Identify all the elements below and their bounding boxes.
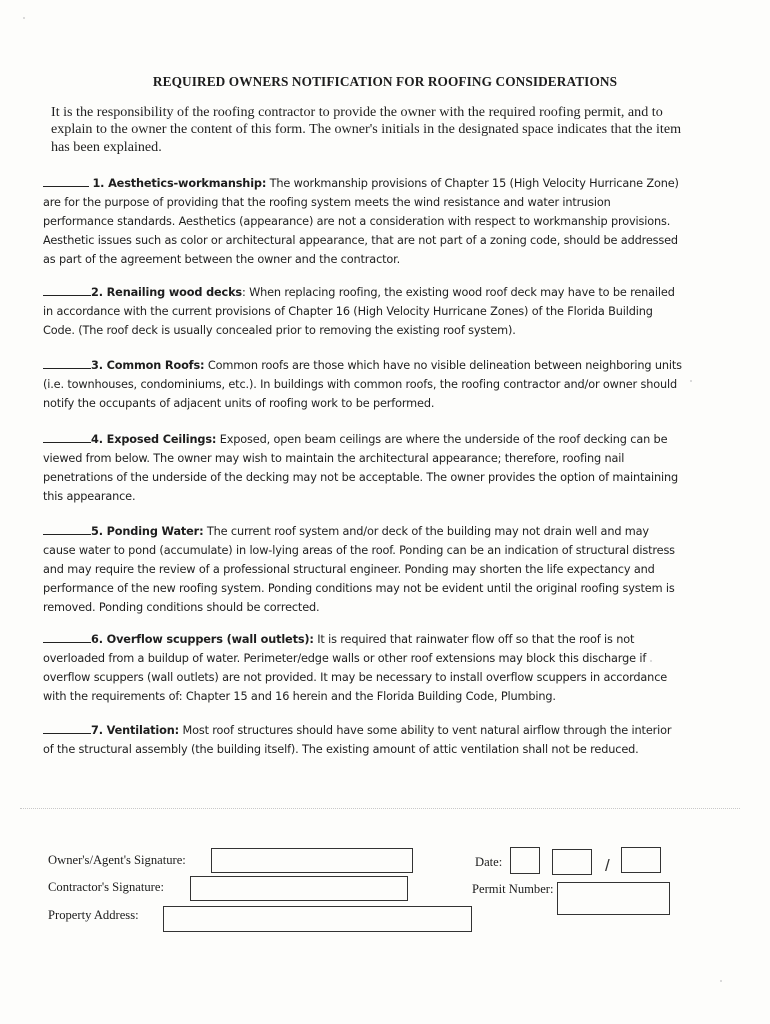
form-title: REQUIRED OWNERS NOTIFICATION FOR ROOFING CONSIDERATIONS (152, 74, 618, 89)
date-month-field[interactable] (510, 847, 540, 874)
initials-blank-2[interactable] (43, 283, 91, 296)
item-text: The current roof system and/or deck of the building may not drain well and may cause water to pond (accumulate) in low-lying areas of the roof. Ponding can be an indication of structural distress and may require the review of a professional structural engineer. Ponding may shorten the life expectancy and performance of the new roofing system. Ponding conditions may not be evident until the original roofing system is removed. Ponding conditions should be corrected. (43, 525, 675, 614)
item-text: Most roof structures should have some ability to vent natural airflow through the interior of the structural assembly (the building itself). The existing amount of attic ventilation shall not be reduced. (43, 724, 672, 756)
date-year-field[interactable] (621, 847, 661, 873)
item-ventilation (43, 721, 683, 759)
item-overflow-scuppers (43, 630, 683, 706)
permit-number-label: Permit Number: (472, 882, 554, 896)
property-address-field[interactable] (163, 906, 472, 932)
date-label: Date: (475, 855, 503, 869)
intro-paragraph: It is the responsibility of the roofing contractor to provide the owner with the required roofing permit, and to explain to the owner the content of this form. The owner's initials in the designated space indicates that the item has been explained. (51, 104, 682, 155)
item-heading: 6. Overflow scuppers (wall outlets): (91, 633, 314, 646)
item-heading: 3. Common Roofs: (91, 359, 205, 372)
owner-signature-field[interactable] (211, 848, 413, 873)
date-day-field[interactable] (552, 849, 592, 875)
contractor-signature-field[interactable] (190, 876, 408, 901)
item-heading: 5. Ponding Water: (91, 525, 204, 538)
initials-blank-5[interactable] (43, 522, 91, 535)
initials-blank-4[interactable] (43, 430, 91, 443)
item-text: Exposed, open beam ceilings are where the underside of the roof decking can be viewed from below. The owner may wish to maintain the architectural appearance; therefore, roofing nail penetrations of the underside of the decking may not be acceptable. The owner provides the option of maintaining this appearance. (43, 433, 679, 503)
scan-speck (720, 980, 722, 982)
permit-number-field[interactable] (557, 882, 670, 915)
item-heading: 1. Aesthetics-workmanship: (92, 177, 267, 190)
item-heading: 4. Exposed Ceilings: (91, 433, 217, 446)
initials-blank-6[interactable] (43, 630, 91, 643)
initials-blank-3[interactable] (43, 356, 91, 369)
owner-signature-label: Owner's/Agent's Signature: (48, 853, 186, 867)
item-common-roofs (43, 356, 683, 413)
initials-blank-7[interactable] (43, 721, 91, 734)
date-separator: / (605, 856, 610, 875)
item-renailing (43, 283, 683, 340)
item-ponding-water (43, 522, 683, 617)
item-text: The workmanship provisions of Chapter 15 (High Velocity Hurricane Zone) are for the purpose of providing that the roofing system meets the wind resistance and water intrusion performance standards. Aesthetics (appearance) are not a consideration with respect to workmanship provisions. Aesthetic issues such as color or architectural appearance, that are not part of a zoning code, should be addressed as part of the agreement between the owner and the contractor. (43, 177, 679, 266)
section-divider (20, 808, 740, 809)
scan-speck (690, 380, 692, 382)
item-text: Common roofs are those which have no visible delineation between neighboring units (i.e. townhouses, condominiums, etc.). In buildings with common roofs, the roofing contractor and/or owner should notify the occupants of adjacent units of roofing work to be performed. (43, 359, 682, 410)
item-text: : When replacing roofing, the existing wood roof deck may have to be renailed in accordance with the current provisions of Chapter 16 (High Velocity Hurricane Zones) of the Florida Building Code. (The roof deck is usually concealed prior to removing the existing roof system). (43, 286, 675, 337)
contractor-signature-label: Contractor's Signature: (48, 880, 164, 894)
item-aesthetics (43, 174, 683, 269)
scan-speck (650, 660, 652, 662)
item-heading: 2. Renailing wood decks (91, 286, 242, 299)
scan-speck (23, 17, 25, 19)
item-heading: 7. Ventilation: (91, 724, 180, 737)
initials-blank-1[interactable] (43, 174, 89, 187)
property-address-label: Property Address: (48, 908, 139, 922)
item-exposed-ceilings (43, 430, 683, 506)
item-text: It is required that rainwater flow off so that the roof is not overloaded from a buildup of water. Perimeter/edge walls or other roof extensions may block this discharge if overflow scuppers (wall outlets) are not provided. It may be necessary to install overflow scuppers in accordance with the requirements of: Chapter 15 and 16 herein and the Florida Building Code, Plumbing. (43, 633, 668, 703)
